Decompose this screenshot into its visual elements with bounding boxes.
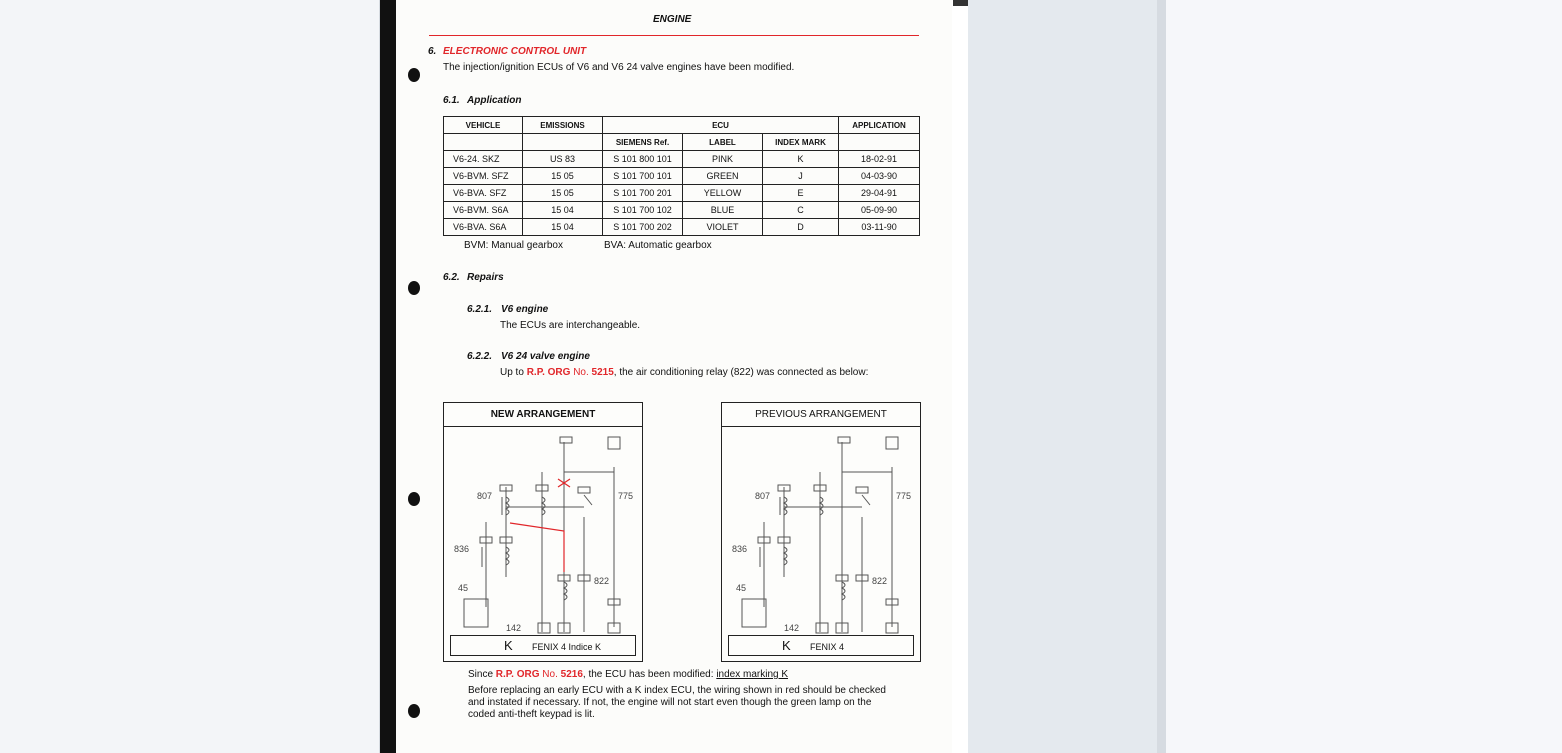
ecu-application-table xyxy=(443,116,920,236)
subheading-number-v6: 6.2.1. xyxy=(467,304,493,315)
heading-number-repairs: 6.2. xyxy=(443,272,460,283)
svg-text:822: 822 xyxy=(872,576,888,586)
since-text: Since R.P. ORG No. 5216, the ECU has been modified: index marking K xyxy=(468,669,789,680)
ecu-index-letter: K xyxy=(782,638,791,653)
svg-text:807: 807 xyxy=(477,491,493,501)
cell-application: 29-04-91 xyxy=(839,185,920,202)
ecu-label-text: FENIX 4 xyxy=(810,642,845,652)
svg-text:45: 45 xyxy=(458,583,469,593)
cell-application: 03-11-90 xyxy=(839,219,920,236)
cell-siemens-ref: S 101 700 201 xyxy=(603,185,683,202)
page-header: ENGINE xyxy=(653,14,692,25)
table-row xyxy=(444,168,920,185)
document-viewer[interactable] xyxy=(379,0,969,753)
warning-line: Before replacing an early ECU with a K index ECU, the wiring shown in red should be checked xyxy=(468,685,886,696)
svg-text:45: 45 xyxy=(736,583,747,593)
subheading-v6-24: V6 24 valve engine xyxy=(501,351,590,362)
cell-label: GREEN xyxy=(683,168,763,185)
cell-index-mark: D xyxy=(763,219,839,236)
cell-emissions: 15 05 xyxy=(523,185,603,202)
empty-cell xyxy=(444,134,523,151)
scan-right-margin xyxy=(953,0,969,753)
right-gutter xyxy=(968,0,1158,753)
section-title: ELECTRONIC CONTROL UNIT xyxy=(443,46,587,57)
cell-application: 04-03-90 xyxy=(839,168,920,185)
cell-label: PINK xyxy=(683,151,763,168)
col-header-siemens-ref: SIEMENS Ref. xyxy=(603,134,683,151)
diagram-title: NEW ARRANGEMENT xyxy=(444,403,642,427)
cell-vehicle: V6-BVM. S6A xyxy=(444,202,523,219)
section-number: 6. xyxy=(428,46,437,57)
diagram-previous-arrangement xyxy=(721,402,921,662)
col-header-emissions: EMISSIONS xyxy=(523,117,603,134)
table-row xyxy=(444,151,920,168)
warning-line: and instated if necessary. If not, the engine will not start even though the green lamp on the xyxy=(468,697,872,708)
cell-siemens-ref: S 101 800 101 xyxy=(603,151,683,168)
cell-siemens-ref: S 101 700 102 xyxy=(603,202,683,219)
heading-application: Application xyxy=(467,95,522,106)
right-pane xyxy=(1166,0,1562,753)
col-header-vehicle: VEHICLE xyxy=(444,117,523,134)
v6-24-text: Up to R.P. ORG No. 5215, the air conditioning relay (822) was connected as below: xyxy=(500,367,869,378)
table-row xyxy=(444,219,920,236)
svg-text:836: 836 xyxy=(732,544,748,554)
cell-index-mark: J xyxy=(763,168,839,185)
ecu-label-text: FENIX 4 Indice K xyxy=(532,642,602,652)
cell-label: YELLOW xyxy=(683,185,763,202)
col-header-application: APPLICATION xyxy=(839,117,920,134)
cell-emissions: 15 05 xyxy=(523,168,603,185)
svg-text:142: 142 xyxy=(784,623,800,633)
header-rule xyxy=(429,35,919,36)
subheading-v6: V6 engine xyxy=(501,304,549,315)
col-header-index-mark: INDEX MARK xyxy=(763,134,839,151)
intro-text: The injection/ignition ECUs of V6 and V6 24 valve engines have been modified. xyxy=(443,62,795,73)
cell-index-mark: K xyxy=(763,151,839,168)
table-row xyxy=(444,202,920,219)
cell-emissions: 15 04 xyxy=(523,219,603,236)
cell-vehicle: V6-BVA. SFZ xyxy=(444,185,523,202)
note-bva: BVA: Automatic gearbox xyxy=(604,240,712,251)
cell-siemens-ref: S 101 700 101 xyxy=(603,168,683,185)
cell-label: VIOLET xyxy=(683,219,763,236)
wiring-schematic xyxy=(722,427,920,635)
cell-emissions: US 83 xyxy=(523,151,603,168)
scanned-page xyxy=(396,0,952,753)
binder-hole xyxy=(408,704,420,718)
warning-line: coded anti-theft keypad is lit. xyxy=(468,709,595,720)
empty-cell xyxy=(839,134,920,151)
col-header-label: LABEL xyxy=(683,134,763,151)
svg-text:822: 822 xyxy=(594,576,610,586)
note-bvm: BVM: Manual gearbox xyxy=(464,240,563,251)
cell-index-mark: E xyxy=(763,185,839,202)
ecu-index-letter: K xyxy=(504,638,513,653)
svg-text:807: 807 xyxy=(755,491,771,501)
svg-text:775: 775 xyxy=(618,491,634,501)
svg-text:775: 775 xyxy=(896,491,912,501)
cell-label: BLUE xyxy=(683,202,763,219)
scan-left-edge xyxy=(380,0,396,753)
cell-application: 18-02-91 xyxy=(839,151,920,168)
empty-cell xyxy=(523,134,603,151)
cell-vehicle: V6-BVM. SFZ xyxy=(444,168,523,185)
diagram-new-arrangement xyxy=(443,402,643,662)
binder-hole xyxy=(408,492,420,506)
heading-number-application: 6.1. xyxy=(443,95,460,106)
svg-text:142: 142 xyxy=(506,623,522,633)
scan-corner-mark xyxy=(953,0,969,6)
diagram-title: PREVIOUS ARRANGEMENT xyxy=(722,403,920,427)
heading-repairs: Repairs xyxy=(467,272,504,283)
cell-siemens-ref: S 101 700 202 xyxy=(603,219,683,236)
table-row xyxy=(444,185,920,202)
pane-divider[interactable] xyxy=(1157,0,1166,753)
v6-text: The ECUs are interchangeable. xyxy=(500,320,641,331)
cell-vehicle: V6-BVA. S6A xyxy=(444,219,523,236)
cell-application: 05-09-90 xyxy=(839,202,920,219)
subheading-number-v6-24: 6.2.2. xyxy=(467,351,493,362)
binder-hole xyxy=(408,281,420,295)
cell-index-mark: C xyxy=(763,202,839,219)
wiring-schematic xyxy=(444,427,642,635)
binder-hole xyxy=(408,68,420,82)
cell-emissions: 15 04 xyxy=(523,202,603,219)
svg-text:836: 836 xyxy=(454,544,470,554)
cell-vehicle: V6-24. SKZ xyxy=(444,151,523,168)
col-header-ecu: ECU xyxy=(603,117,839,134)
left-pane xyxy=(0,0,378,753)
